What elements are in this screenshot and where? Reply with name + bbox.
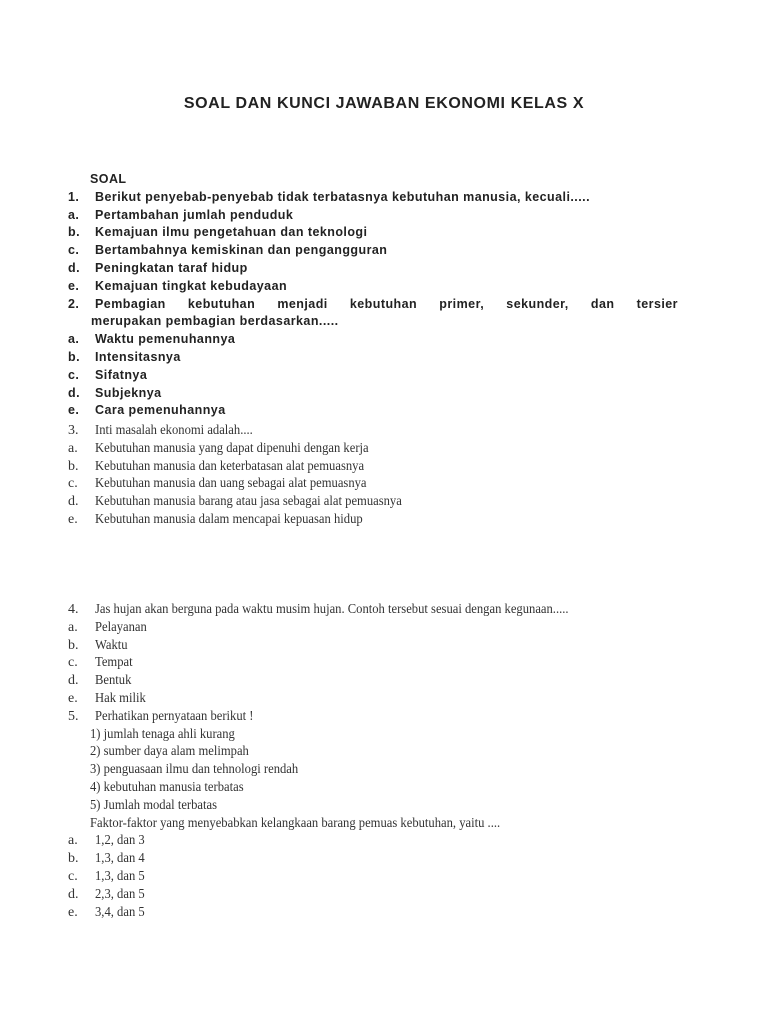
option-4-d bbox=[0, 673, 768, 691]
option-5-e-label: e. bbox=[68, 904, 78, 920]
option-2-e-label: e. bbox=[68, 403, 80, 418]
question-2-text: Pembagian kebutuhan menjadi kebutuhan primer, sekunder, dan tersier bbox=[95, 296, 678, 311]
option-1-d-label: d. bbox=[68, 261, 81, 275]
statement-3-text: 3) penguasaan ilmu dan tehnologi rendah bbox=[90, 762, 299, 778]
option-2-e bbox=[0, 403, 768, 421]
option-1-d-text: Peningkatan taraf hidup bbox=[95, 261, 248, 275]
option-2-e-text: Cara pemenuhannya bbox=[95, 403, 226, 418]
option-2-d bbox=[0, 386, 768, 404]
question-4 bbox=[0, 602, 768, 620]
section-heading-text: SOAL bbox=[90, 172, 127, 186]
option-2-d-text: Subjeknya bbox=[95, 385, 162, 400]
option-5-e bbox=[0, 905, 768, 923]
option-2-b-text: Intensitasnya bbox=[95, 350, 181, 364]
option-1-d bbox=[0, 261, 768, 279]
option-3-a-text: Kebutuhan manusia yang dapat dipenuhi dengan kerja bbox=[95, 440, 369, 456]
option-3-c bbox=[0, 476, 768, 494]
statement-2-text: 2) sumber daya alam melimpah bbox=[90, 744, 249, 760]
option-1-a-label: a. bbox=[68, 207, 80, 222]
option-4-e-text: Hak milik bbox=[95, 691, 146, 706]
statement-3 bbox=[0, 762, 768, 780]
option-1-a bbox=[0, 208, 768, 226]
option-5-b bbox=[0, 851, 768, 869]
option-2-c bbox=[0, 368, 768, 386]
statement-5 bbox=[0, 798, 768, 816]
option-2-b-label: b. bbox=[68, 350, 81, 364]
option-4-b-text: Waktu bbox=[95, 637, 128, 653]
option-4-b bbox=[0, 638, 768, 656]
question-3-label: 3. bbox=[68, 423, 79, 438]
option-5-c bbox=[0, 869, 768, 887]
option-4-a-label: a. bbox=[68, 619, 78, 635]
option-5-d bbox=[0, 887, 768, 905]
option-3-b bbox=[0, 459, 768, 477]
option-3-e-text: Kebutuhan manusia dalam mencapai kepuasan hidup bbox=[95, 512, 363, 527]
question-5 bbox=[0, 709, 768, 727]
question-2-label: 2. bbox=[68, 296, 80, 311]
statement-4 bbox=[0, 780, 768, 798]
option-1-c-text: Bertambahnya kemiskinan dan pengangguran bbox=[95, 243, 388, 258]
option-5-b-label: b. bbox=[68, 851, 79, 867]
statement-5-text: 5) Jumlah modal terbatas bbox=[90, 797, 218, 813]
option-1-c bbox=[0, 243, 768, 261]
statement-1 bbox=[0, 727, 768, 745]
option-2-a bbox=[0, 332, 768, 350]
statement-2 bbox=[0, 744, 768, 762]
option-5-a bbox=[0, 833, 768, 851]
statement-1-text: 1) jumlah tenaga ahli kurang bbox=[90, 726, 235, 742]
option-3-d bbox=[0, 494, 768, 512]
option-4-a-text: Pelayanan bbox=[95, 619, 147, 635]
section-heading bbox=[0, 172, 768, 190]
question-2-continuation bbox=[0, 314, 768, 332]
option-5-c-text: 1,3, dan 5 bbox=[95, 869, 145, 884]
option-3-c-text: Kebutuhan manusia dan uang sebagai alat pemuasnya bbox=[95, 476, 367, 492]
option-4-b-label: b. bbox=[68, 637, 79, 653]
question-3-text: Inti masalah ekonomi adalah.... bbox=[95, 423, 253, 438]
question-1-label: 1. bbox=[68, 189, 80, 204]
document-title: SOAL DAN KUNCI JAWABAN EKONOMI KELAS X bbox=[183, 95, 585, 112]
question-prompt-text: Faktor-faktor yang menyebabkan kelangkaan barang pemuas kebutuhan, yaitu .... bbox=[90, 815, 501, 831]
question-prompt bbox=[0, 816, 768, 834]
question-2 bbox=[0, 297, 768, 315]
option-2-b bbox=[0, 350, 768, 368]
option-5-e-text: 3,4, dan 5 bbox=[95, 904, 145, 920]
option-4-c bbox=[0, 655, 768, 673]
option-5-d-text: 2,3, dan 5 bbox=[95, 886, 145, 902]
option-1-b-text: Kemajuan ilmu pengetahuan dan teknologi bbox=[95, 225, 368, 240]
question-4-text: Jas hujan akan berguna pada waktu musim hujan. Contoh tersebut sesuai dengan kegunaan..... bbox=[95, 602, 569, 617]
option-5-b-text: 1,3, dan 4 bbox=[95, 851, 145, 867]
option-4-c-text: Tempat bbox=[95, 655, 133, 671]
option-3-d-label: d. bbox=[68, 494, 79, 510]
option-4-d-text: Bentuk bbox=[95, 673, 132, 689]
option-5-a-text: 1,2, dan 3 bbox=[95, 833, 145, 849]
option-1-c-label: c. bbox=[68, 243, 80, 258]
option-1-b bbox=[0, 225, 768, 243]
option-1-e-text: Kemajuan tingkat kebudayaan bbox=[95, 278, 288, 293]
option-4-d-label: d. bbox=[68, 673, 79, 689]
option-4-c-label: c. bbox=[68, 655, 78, 671]
option-2-c-label: c. bbox=[68, 367, 80, 382]
statement-4-text: 4) kebutuhan manusia terbatas bbox=[90, 780, 244, 795]
option-2-c-text: Sifatnya bbox=[95, 367, 148, 382]
option-3-a-label: a. bbox=[68, 440, 78, 456]
option-2-a-label: a. bbox=[68, 332, 80, 347]
option-5-a-label: a. bbox=[68, 833, 78, 849]
option-1-b-label: b. bbox=[68, 225, 81, 240]
option-1-e-label: e. bbox=[68, 278, 80, 293]
option-3-b-label: b. bbox=[68, 458, 79, 474]
question-4-label: 4. bbox=[68, 602, 79, 617]
question-3 bbox=[0, 423, 768, 441]
question-1-text: Berikut penyebab-penyebab tidak terbatasnya kebutuhan manusia, kecuali..... bbox=[95, 189, 590, 204]
option-5-d-label: d. bbox=[68, 886, 79, 902]
option-3-e-label: e. bbox=[68, 512, 78, 527]
option-3-e bbox=[0, 512, 768, 530]
option-3-b-text: Kebutuhan manusia dan keterbatasan alat pemuasnya bbox=[95, 458, 365, 474]
option-4-a bbox=[0, 620, 768, 638]
question-1 bbox=[0, 190, 768, 208]
question-5-label: 5. bbox=[68, 708, 79, 724]
option-1-a-text: Pertambahan jumlah penduduk bbox=[95, 207, 294, 222]
option-2-a-text: Waktu pemenuhannya bbox=[95, 332, 236, 347]
option-2-d-label: d. bbox=[68, 385, 81, 400]
option-1-e bbox=[0, 279, 768, 297]
option-3-d-text: Kebutuhan manusia barang atau jasa sebagai alat pemuasnya bbox=[95, 494, 402, 510]
option-4-e bbox=[0, 691, 768, 709]
option-5-c-label: c. bbox=[68, 869, 78, 884]
option-4-e-label: e. bbox=[68, 691, 78, 706]
option-3-c-label: c. bbox=[68, 476, 78, 492]
question-2-continuation-text: merupakan pembagian berdasarkan..... bbox=[91, 314, 339, 329]
question-5-text: Perhatikan pernyataan berikut ! bbox=[95, 708, 254, 724]
option-3-a bbox=[0, 441, 768, 459]
